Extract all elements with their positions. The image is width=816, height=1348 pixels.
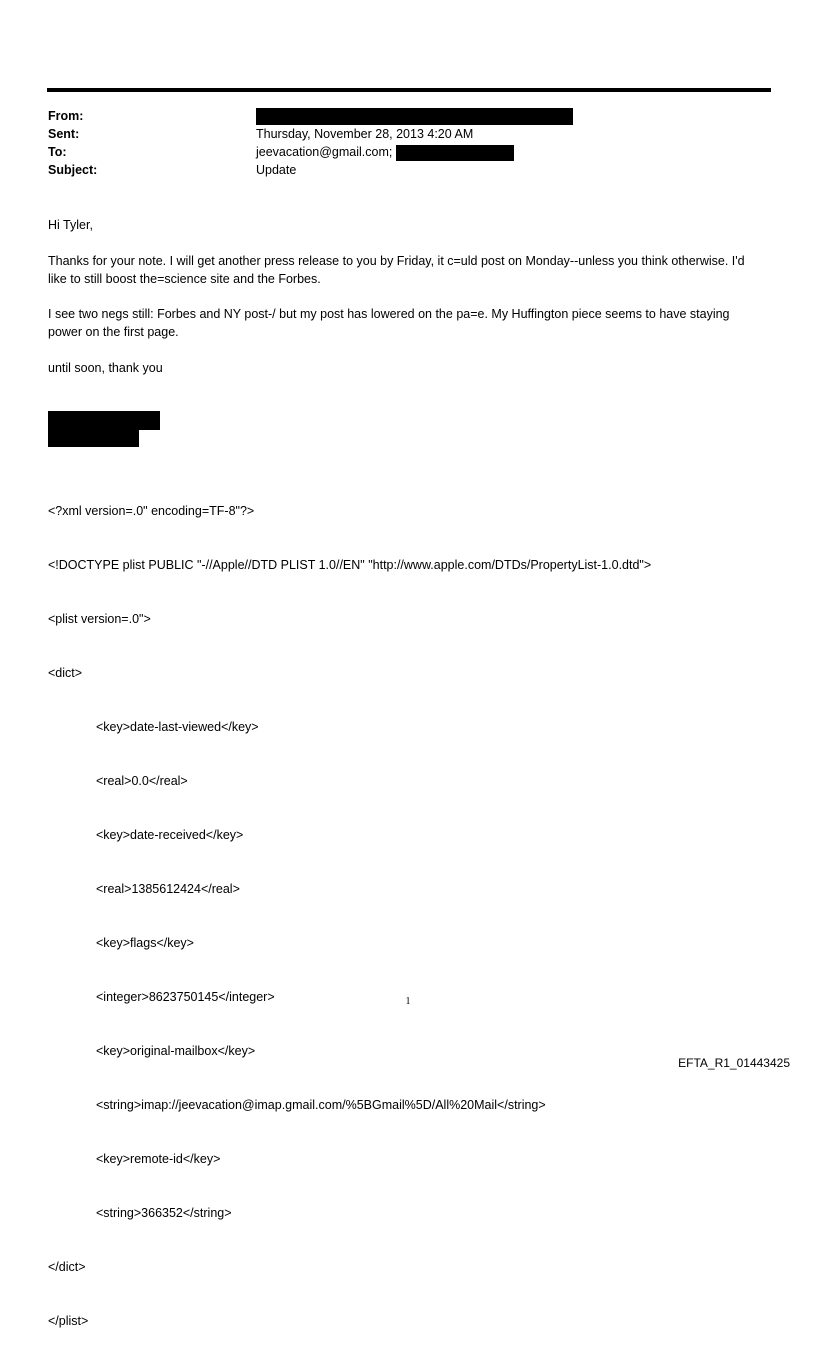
plist-line: </plist> (48, 1314, 89, 1328)
to-address: jeevacation@gmail.com; (256, 145, 393, 159)
subject-value: Update (256, 163, 297, 177)
to-label: To: (48, 145, 67, 159)
sent-value: Thursday, November 28, 2013 4:20 AM (256, 127, 474, 141)
closing: until soon, thank you (48, 361, 163, 375)
signature-redaction-2 (48, 430, 139, 447)
plist-line: <dict> (48, 666, 83, 680)
plist-line: <?xml version=.0" encoding=TF-8"?> (48, 504, 255, 518)
document-id: EFTA_R1_01443425 (678, 1056, 790, 1070)
plist-line: <plist version=.0"> (48, 612, 151, 626)
sent-label: Sent: (48, 127, 80, 141)
to-value (256, 143, 514, 161)
from-label: From: (48, 109, 84, 123)
plist-line: <key>date-last-viewed</key> (96, 720, 259, 734)
plist-line: <key>original-mailbox</key> (96, 1044, 256, 1058)
plist-line: <integer>8623750145</integer> (96, 990, 275, 1004)
paragraph-2: I see two negs still: Forbes and NY post-/ but my post has lowered on the pa=e. My Huffington piece seems to have staying power on the first page. (48, 307, 730, 339)
plist-line: <real>0.0</real> (96, 774, 188, 788)
subject-label: Subject: (48, 163, 98, 177)
plist-line: <key>remote-id</key> (96, 1152, 221, 1166)
page-number: 1 (405, 996, 411, 1007)
plist-line: <key>date-received</key> (96, 828, 244, 842)
header-rule (47, 88, 771, 92)
plist-line: <key>flags</key> (96, 936, 194, 950)
signature-redaction (48, 411, 160, 430)
from-value-redacted (256, 107, 573, 125)
paragraph-1: Thanks for your note. I will get another press release to you by Friday, it c=uld post on Monday--unless you think otherwise. I'd like to still boost the=science site and the Forbes. (48, 254, 745, 286)
plist-line: <string>imap://jeevacation@imap.gmail.com/%5BGmail%5D/All%20Mail</string> (96, 1098, 546, 1112)
plist-block (48, 466, 651, 1348)
to-redaction (396, 145, 514, 161)
plist-line: </dict> (48, 1260, 86, 1274)
greeting: Hi Tyler, (48, 218, 93, 232)
plist-line: <string>366352</string> (96, 1206, 232, 1220)
plist-line: <!DOCTYPE plist PUBLIC "-//Apple//DTD PLIST 1.0//EN" "http://www.apple.com/DTDs/PropertyList-1.0.dtd"> (48, 558, 652, 572)
plist-line: <real>1385612424</real> (96, 882, 240, 896)
